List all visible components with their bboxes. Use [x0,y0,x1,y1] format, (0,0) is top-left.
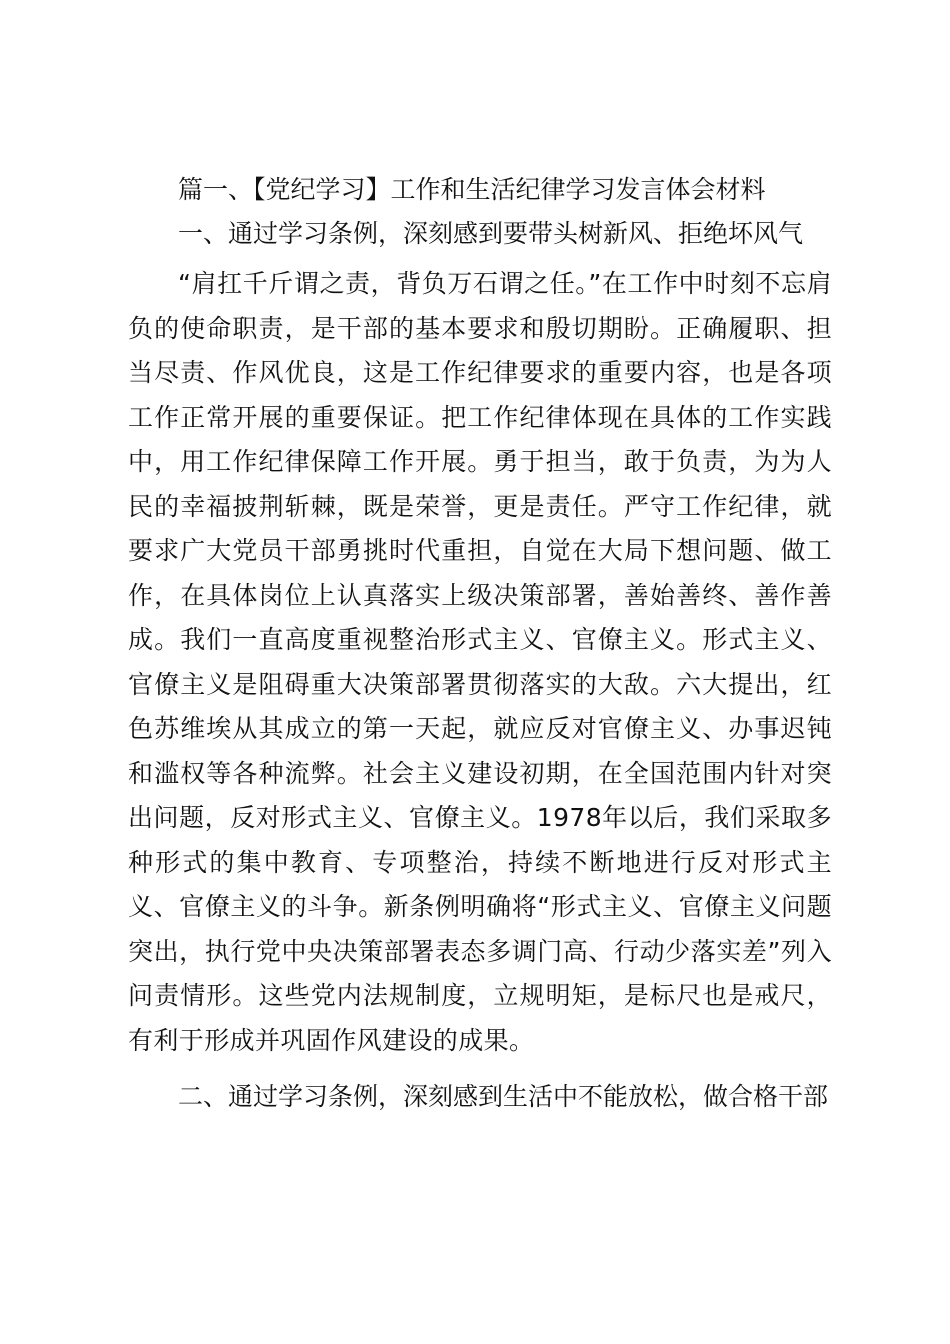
document-content [128,168,832,1119]
section-1-heading: 一、通过学习条例，深刻感到要带头树新风、拒绝坏风气 [178,219,804,248]
section-1-paragraph: “肩扛千斤谓之责，背负万石谓之任。”在工作中时刻不忘肩负的使命职责，是干部的基本要求和殷切期盼。正确履职、担当尽责、作风优良，这是工作纪律要求的重要内容，也是各项工作正常开展的重要保证。把工作纪律体现在具体的工作实践中，用工作纪律保障工作开展。勇于担当，敢于负责，为为人民的幸福披荆斩棘，既是荣誉，更是责任。严守工作纪律，就要求广大党员干部勇挑时代重担，自觉在大局下想问题、做工作，在具体岗位上认真落实上级决策部署，善始善终、善作善成。我们一直高度重视整治形式主义、官僚主义。形式主义、官僚主义是阻碍重大决策部署贯彻落实的大敌。六大提出，红色苏维埃从其成立的第一天起，就应反对官僚主义、办事迟钝和滥权等各种流弊。社会主义建设初期，在全国范围内针对突出问题，反对形式主义、官僚主义。1978年以后，我们采取多种形式的集中教育、专项整治，持续不断地进行反对形式主义、官僚主义的斗争。新条例明确将“形式主义、官僚主义问题突出，执行党中央决策部署表态多调门高、行动少落实差”列入问责情形。这些党内法规制度，立规明矩，是标尺也是戒尺，有利于形成并巩固作风建设的成果。 [128,269,832,1055]
document-title: 篇一、【党纪学习】工作和生活纪律学习发言体会材料 [178,175,766,204]
section-2-heading: 二、通过学习条例，深刻感到生活中不能放松，做合格干部 [178,1082,829,1111]
